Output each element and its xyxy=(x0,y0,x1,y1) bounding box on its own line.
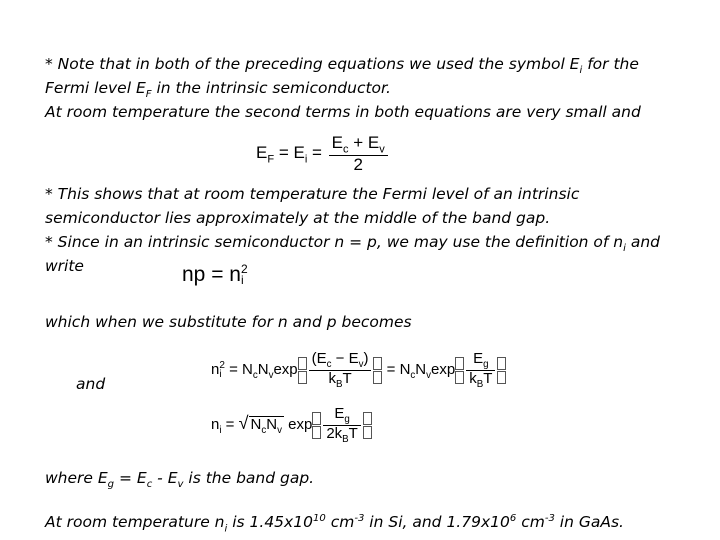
note-line-2: Fermi level $E_F$ in the intrinsic semiconductor. xyxy=(45,79,391,101)
mass-action-equation: np = n 2 i xyxy=(182,262,248,288)
carrier-product-equation: n 2 i = $N_cN_v\exp$ $\frac{(E_c - E_v)}{k_BT}$ = $N_cN_v\exp$ $\frac{E_g}{k_BT}$ xyxy=(211,351,506,390)
note-midgap-line-2: semiconductor lies approximately at the middle of the band gap. xyxy=(45,209,551,227)
note-np-line-2: write xyxy=(45,257,84,275)
and-text: and xyxy=(76,375,106,393)
fermi-level-equation: $E_F = E_i$ = $\frac{E_c + E_v}{2}$ xyxy=(256,134,390,173)
note-midgap-line-1: * This shows that at room temperature the Fermi level of an intrinsic xyxy=(45,185,580,203)
substitute-text: which when we substitute for n and p becomes xyxy=(45,313,412,331)
note-line-1: * Note that in both of the preceding equations we used the symbol $E_i$ for the xyxy=(45,55,639,77)
note-np-line-1: * Since in an intrinsic semiconductor n = p, we may use the definition of $n_i$ and xyxy=(45,233,661,255)
intrinsic-concentration-equation: $n_i$ = √ $N_cN_v$ exp $\frac{E_g}{2k_BT}$ xyxy=(211,406,372,445)
bandgap-definition: where $E_g = E_c - E_v$ is the band gap. xyxy=(45,469,315,491)
note-line-3: At room temperature the second terms in both equations are very small and xyxy=(45,103,641,121)
room-temperature-values: At room temperature $n_i$ is $1.45x10^{10}$ $cm^{-3}$ in Si, and $1.79x10^6$ $cm^{-3}$ in GaAs. xyxy=(45,513,624,535)
